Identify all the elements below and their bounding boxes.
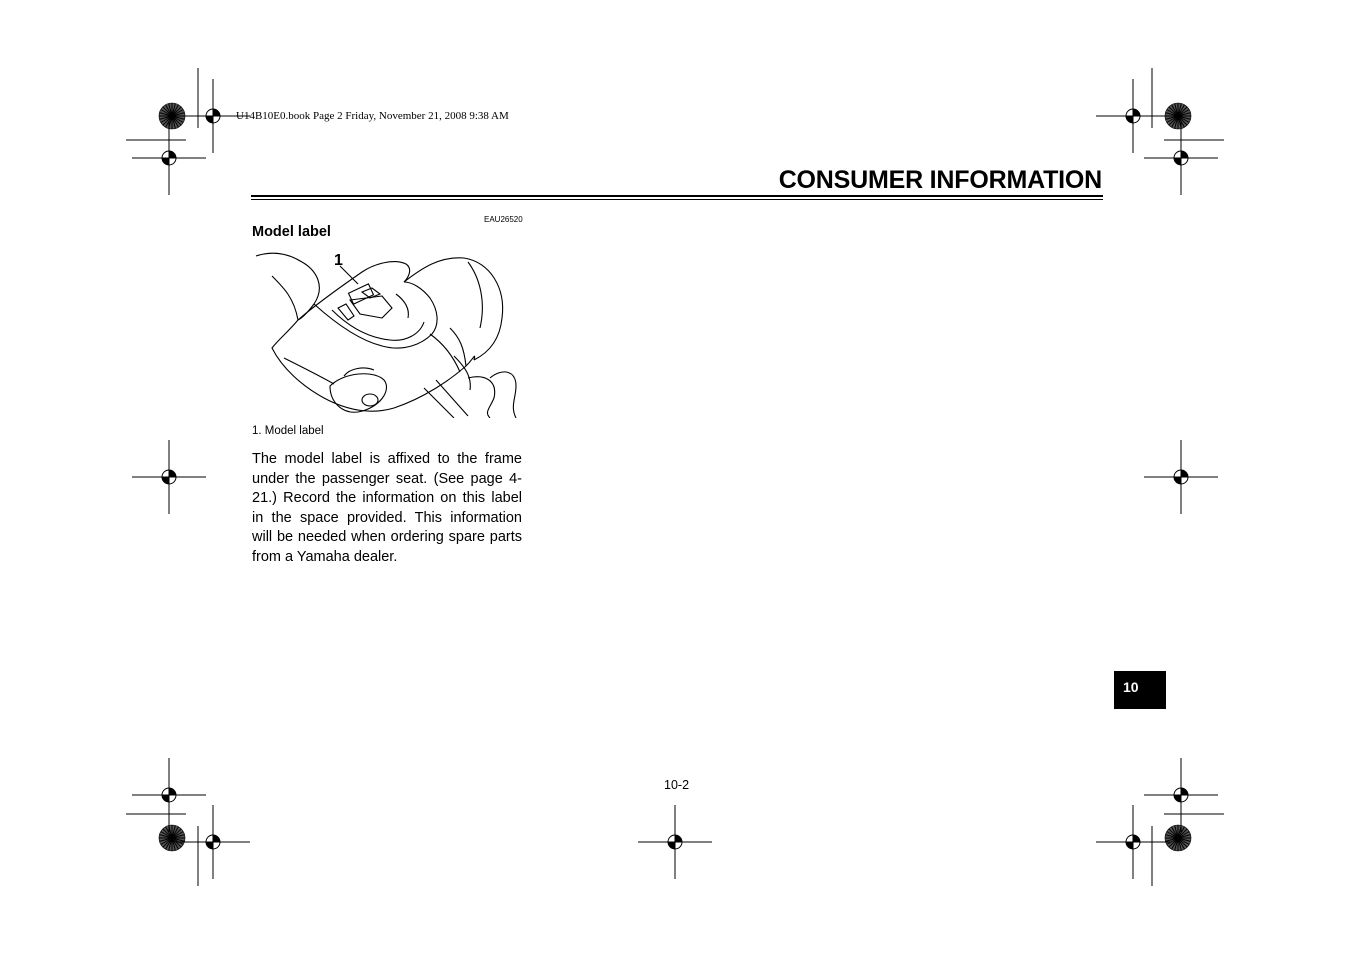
page-title: CONSUMER INFORMATION xyxy=(778,166,1102,194)
title-rule-thin xyxy=(251,199,1103,200)
section-title: Model label xyxy=(252,224,331,240)
title-rule-thick xyxy=(251,195,1103,197)
page-number: 10-2 xyxy=(664,778,690,792)
chapter-tab xyxy=(1114,671,1166,709)
chapter-tab-label: 10 xyxy=(1123,679,1139,695)
model-label-illustration xyxy=(254,248,522,418)
figure-callout-number: 1 xyxy=(334,252,343,269)
section-code: EAU26520 xyxy=(484,215,523,224)
file-slug: U14B10E0.book Page 2 Friday, November 21, 2008 9:38 AM xyxy=(236,110,509,122)
figure-caption: 1. Model label xyxy=(252,425,324,437)
body-paragraph: The model label is affixed to the frame under the passenger seat. (See page 4-21.) Record the information on this label in the space provided. This information will be needed when ordering spare parts from a Yamaha dealer. xyxy=(252,451,522,565)
